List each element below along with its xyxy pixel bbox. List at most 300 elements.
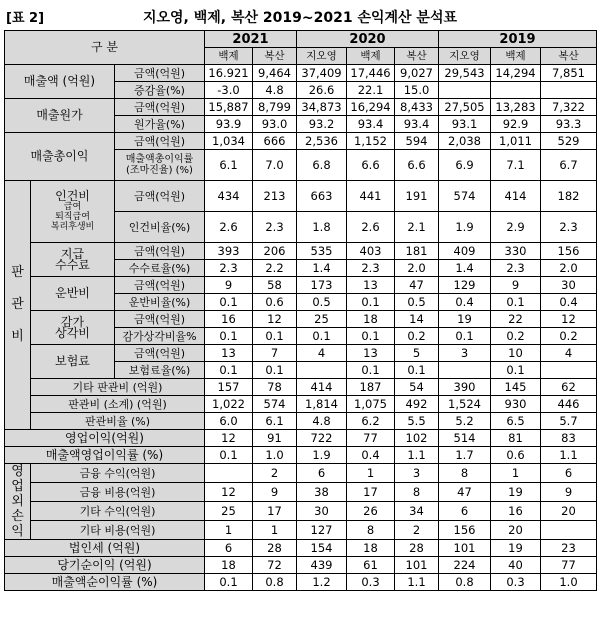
table-row bbox=[5, 521, 597, 540]
value-cell: 6 bbox=[541, 464, 597, 483]
value-cell: 2.9 bbox=[491, 212, 541, 243]
value-cell: 28 bbox=[253, 540, 297, 557]
value-cell: 23 bbox=[541, 540, 597, 557]
group-title: 상각비 bbox=[55, 325, 90, 340]
value-cell: 22.1 bbox=[347, 82, 395, 99]
value-cell: 17 bbox=[253, 502, 297, 521]
value-cell bbox=[491, 82, 541, 99]
metric-label: 금액(억원) bbox=[115, 243, 205, 260]
value-cell: 5 bbox=[395, 345, 439, 362]
group-label-labor bbox=[31, 181, 115, 243]
value-cell: 34 bbox=[395, 502, 439, 521]
row-label: 법인세 (억원) bbox=[5, 540, 205, 557]
company-header: 백제 bbox=[347, 48, 395, 65]
row-label: 금융 수익(억원) bbox=[31, 464, 205, 483]
value-cell: 93.1 bbox=[439, 116, 491, 133]
value-cell: 2 bbox=[395, 521, 439, 540]
value-cell: 2.3 bbox=[491, 260, 541, 277]
value-cell: 1.2 bbox=[297, 574, 347, 591]
value-cell: 17 bbox=[347, 483, 395, 502]
metric-label: 금액(억원) bbox=[115, 181, 205, 212]
value-cell: 1.7 bbox=[439, 447, 491, 464]
value-cell: 15,887 bbox=[205, 99, 253, 116]
value-cell: 93.4 bbox=[347, 116, 395, 133]
value-cell: 0.1 bbox=[297, 328, 347, 345]
value-cell: 0.1 bbox=[347, 328, 395, 345]
table-row bbox=[5, 311, 597, 328]
company-header: 백제 bbox=[491, 48, 541, 65]
value-cell: 19 bbox=[491, 540, 541, 557]
value-cell: 14,294 bbox=[491, 65, 541, 82]
value-cell: 91 bbox=[253, 430, 297, 447]
value-cell: -3.0 bbox=[205, 82, 253, 99]
table-row bbox=[5, 557, 597, 574]
metric-label: 금액(억원) bbox=[115, 277, 205, 294]
value-cell: 2.3 bbox=[205, 260, 253, 277]
value-cell: 414 bbox=[491, 181, 541, 212]
value-cell: 22 bbox=[491, 311, 541, 328]
value-cell: 0.1 bbox=[347, 362, 395, 379]
table-row bbox=[5, 133, 597, 150]
section-char: 외 bbox=[11, 494, 24, 509]
value-cell: 77 bbox=[541, 557, 597, 574]
metric-label: 원가율(%) bbox=[115, 116, 205, 133]
value-cell bbox=[297, 362, 347, 379]
group-label bbox=[31, 277, 115, 311]
value-cell: 37,409 bbox=[297, 65, 347, 82]
table-row bbox=[5, 65, 597, 82]
value-cell: 77 bbox=[347, 430, 395, 447]
value-cell: 18 bbox=[347, 311, 395, 328]
value-cell: 6.6 bbox=[347, 150, 395, 181]
value-cell: 81 bbox=[491, 430, 541, 447]
value-cell: 0.1 bbox=[439, 328, 491, 345]
row-label: 기타 판관비 (억원) bbox=[31, 379, 205, 396]
table-row bbox=[5, 502, 597, 521]
value-cell: 2,038 bbox=[439, 133, 491, 150]
metric-label: 수수료율(%) bbox=[115, 260, 205, 277]
value-cell: 7.0 bbox=[253, 150, 297, 181]
value-cell: 1.4 bbox=[439, 260, 491, 277]
value-cell: 2.2 bbox=[253, 260, 297, 277]
value-cell bbox=[541, 521, 597, 540]
value-cell: 2.6 bbox=[205, 212, 253, 243]
value-cell: 157 bbox=[205, 379, 253, 396]
value-cell: 1.1 bbox=[395, 447, 439, 464]
row-label: 기타 수익(억원) bbox=[31, 502, 205, 521]
value-cell: 13 bbox=[347, 345, 395, 362]
group-title: 수수료 bbox=[55, 257, 90, 272]
value-cell: 2 bbox=[253, 464, 297, 483]
row-label: 기타 비용(억원) bbox=[31, 521, 205, 540]
metric-label-line: (조마진율) (%) bbox=[126, 165, 193, 176]
value-cell: 181 bbox=[395, 243, 439, 260]
value-cell: 529 bbox=[541, 133, 597, 150]
value-cell: 0.1 bbox=[205, 574, 253, 591]
category-label: 매출액 (억원) bbox=[5, 65, 115, 99]
value-cell: 154 bbox=[297, 540, 347, 557]
value-cell: 6.1 bbox=[253, 413, 297, 430]
value-cell: 93.4 bbox=[395, 116, 439, 133]
value-cell: 535 bbox=[297, 243, 347, 260]
value-cell: 574 bbox=[253, 396, 297, 413]
table-row bbox=[5, 464, 597, 483]
value-cell: 514 bbox=[439, 430, 491, 447]
value-cell: 663 bbox=[297, 181, 347, 212]
section-char: 손 bbox=[11, 509, 24, 524]
value-cell: 930 bbox=[491, 396, 541, 413]
value-cell: 18 bbox=[347, 540, 395, 557]
value-cell: 393 bbox=[205, 243, 253, 260]
value-cell: 390 bbox=[439, 379, 491, 396]
value-cell: 1 bbox=[347, 464, 395, 483]
value-cell: 25 bbox=[297, 311, 347, 328]
value-cell: 13 bbox=[347, 277, 395, 294]
value-cell: 8 bbox=[395, 483, 439, 502]
value-cell: 29,543 bbox=[439, 65, 491, 82]
value-cell: 6.6 bbox=[395, 150, 439, 181]
value-cell: 6 bbox=[297, 464, 347, 483]
table-row bbox=[5, 430, 597, 447]
value-cell: 19 bbox=[439, 311, 491, 328]
value-cell: 12 bbox=[541, 311, 597, 328]
metric-label: 금액(억원) bbox=[115, 99, 205, 116]
value-cell: 1.8 bbox=[297, 212, 347, 243]
value-cell: 13 bbox=[205, 345, 253, 362]
value-cell: 191 bbox=[395, 181, 439, 212]
metric-label: 금액(억원) bbox=[115, 311, 205, 328]
value-cell: 54 bbox=[395, 379, 439, 396]
company-header: 지오영 bbox=[297, 48, 347, 65]
value-cell: 6.8 bbox=[297, 150, 347, 181]
value-cell: 2.3 bbox=[541, 212, 597, 243]
value-cell: 12 bbox=[253, 311, 297, 328]
value-cell: 13,283 bbox=[491, 99, 541, 116]
value-cell: 20 bbox=[541, 502, 597, 521]
table-row bbox=[5, 574, 597, 591]
value-cell: 446 bbox=[541, 396, 597, 413]
value-cell: 5.7 bbox=[541, 413, 597, 430]
value-cell: 2.1 bbox=[395, 212, 439, 243]
value-cell: 0.5 bbox=[297, 294, 347, 311]
year-header: 2019 bbox=[439, 31, 597, 48]
metric-label: 증감율(%) bbox=[115, 82, 205, 99]
value-cell: 0.1 bbox=[253, 328, 297, 345]
table-tag: [표 2] bbox=[6, 11, 45, 26]
value-cell: 8 bbox=[347, 521, 395, 540]
value-cell: 414 bbox=[297, 379, 347, 396]
value-cell: 434 bbox=[205, 181, 253, 212]
value-cell: 5.2 bbox=[439, 413, 491, 430]
value-cell: 26.6 bbox=[297, 82, 347, 99]
table-row bbox=[5, 31, 597, 48]
value-cell: 6.1 bbox=[205, 150, 253, 181]
value-cell bbox=[541, 82, 597, 99]
value-cell: 93.2 bbox=[297, 116, 347, 133]
value-cell: 15.0 bbox=[395, 82, 439, 99]
value-cell: 403 bbox=[347, 243, 395, 260]
value-cell: 2.3 bbox=[253, 212, 297, 243]
value-cell: 38 bbox=[297, 483, 347, 502]
value-cell: 1.0 bbox=[541, 574, 597, 591]
value-cell: 10 bbox=[491, 345, 541, 362]
value-cell: 1.4 bbox=[297, 260, 347, 277]
value-cell: 47 bbox=[395, 277, 439, 294]
value-cell: 6.5 bbox=[491, 413, 541, 430]
section-label-nonop bbox=[5, 464, 31, 540]
value-cell: 4 bbox=[297, 345, 347, 362]
value-cell: 1,075 bbox=[347, 396, 395, 413]
value-cell: 156 bbox=[541, 243, 597, 260]
group-label bbox=[31, 345, 115, 379]
row-label: 매출액영업이익률 (%) bbox=[5, 447, 205, 464]
table-row bbox=[5, 243, 597, 260]
value-cell: 2.6 bbox=[347, 212, 395, 243]
value-cell: 6.7 bbox=[541, 150, 597, 181]
category-label: 매출원가 bbox=[5, 99, 115, 133]
row-label: 판관비율 (%) bbox=[31, 413, 205, 430]
value-cell: 4.8 bbox=[297, 413, 347, 430]
value-cell bbox=[205, 464, 253, 483]
value-cell: 19 bbox=[491, 483, 541, 502]
value-cell: 8,799 bbox=[253, 99, 297, 116]
value-cell: 1 bbox=[205, 521, 253, 540]
row-label: 매출액순이익률 (%) bbox=[5, 574, 205, 591]
value-cell: 594 bbox=[395, 133, 439, 150]
value-cell: 9 bbox=[541, 483, 597, 502]
value-cell bbox=[541, 362, 597, 379]
value-cell: 0.1 bbox=[205, 447, 253, 464]
value-cell: 1.0 bbox=[253, 447, 297, 464]
value-cell: 8,433 bbox=[395, 99, 439, 116]
value-cell: 1,034 bbox=[205, 133, 253, 150]
value-cell: 101 bbox=[395, 557, 439, 574]
value-cell: 439 bbox=[297, 557, 347, 574]
value-cell: 127 bbox=[297, 521, 347, 540]
group-label bbox=[31, 243, 115, 277]
value-cell bbox=[439, 362, 491, 379]
section-char: 익 bbox=[11, 524, 24, 539]
value-cell: 0.3 bbox=[491, 574, 541, 591]
table-row bbox=[5, 447, 597, 464]
value-cell: 61 bbox=[347, 557, 395, 574]
value-cell: 5.5 bbox=[395, 413, 439, 430]
value-cell: 20 bbox=[491, 521, 541, 540]
value-cell: 0.4 bbox=[347, 447, 395, 464]
value-cell: 16.921 bbox=[205, 65, 253, 82]
value-cell: 62 bbox=[541, 379, 597, 396]
value-cell: 0.4 bbox=[439, 294, 491, 311]
table-row bbox=[5, 99, 597, 116]
value-cell: 16 bbox=[205, 311, 253, 328]
metric-label: 금액(억원) bbox=[115, 133, 205, 150]
value-cell: 1,022 bbox=[205, 396, 253, 413]
table-row bbox=[5, 345, 597, 362]
value-cell: 145 bbox=[491, 379, 541, 396]
row-label: 판관비 (소계) (억원) bbox=[31, 396, 205, 413]
value-cell: 1,011 bbox=[491, 133, 541, 150]
value-cell: 16 bbox=[491, 502, 541, 521]
value-cell: 102 bbox=[395, 430, 439, 447]
value-cell: 0.1 bbox=[205, 294, 253, 311]
table-row bbox=[5, 483, 597, 502]
value-cell: 1,524 bbox=[439, 396, 491, 413]
group-note: 복리후생비 bbox=[50, 222, 95, 232]
value-cell: 17,446 bbox=[347, 65, 395, 82]
value-cell: 12 bbox=[205, 483, 253, 502]
value-cell: 6.9 bbox=[439, 150, 491, 181]
value-cell: 26 bbox=[347, 502, 395, 521]
value-cell: 83 bbox=[541, 430, 597, 447]
section-char: 관 bbox=[11, 297, 24, 312]
value-cell: 6 bbox=[205, 540, 253, 557]
value-cell: 0.2 bbox=[395, 328, 439, 345]
value-cell: 0.5 bbox=[395, 294, 439, 311]
value-cell: 0.1 bbox=[347, 294, 395, 311]
value-cell: 30 bbox=[541, 277, 597, 294]
value-cell: 2,536 bbox=[297, 133, 347, 150]
value-cell: 0.6 bbox=[253, 294, 297, 311]
company-header: 복산 bbox=[395, 48, 439, 65]
value-cell: 93.9 bbox=[205, 116, 253, 133]
value-cell: 9 bbox=[205, 277, 253, 294]
value-cell: 6.0 bbox=[205, 413, 253, 430]
value-cell: 0.2 bbox=[541, 328, 597, 345]
table-row bbox=[5, 277, 597, 294]
metric-label: 감가상각비율% bbox=[115, 328, 205, 345]
value-cell: 9 bbox=[491, 277, 541, 294]
value-cell: 0.8 bbox=[253, 574, 297, 591]
value-cell: 1.1 bbox=[395, 574, 439, 591]
metric-label: 보험료율(%) bbox=[115, 362, 205, 379]
value-cell: 0.3 bbox=[347, 574, 395, 591]
company-header: 지오영 bbox=[439, 48, 491, 65]
value-cell: 8 bbox=[439, 464, 491, 483]
value-cell: 6.2 bbox=[347, 413, 395, 430]
group-title: 지급 bbox=[60, 246, 85, 261]
income-statement-table bbox=[4, 30, 597, 591]
group-note: 퇴직급여 bbox=[55, 212, 90, 222]
value-cell: 666 bbox=[253, 133, 297, 150]
company-header: 백제 bbox=[205, 48, 253, 65]
value-cell: 409 bbox=[439, 243, 491, 260]
value-cell: 206 bbox=[253, 243, 297, 260]
value-cell: 47 bbox=[439, 483, 491, 502]
value-cell: 7,851 bbox=[541, 65, 597, 82]
group-title: 운반비 bbox=[55, 286, 90, 300]
value-cell: 1 bbox=[491, 464, 541, 483]
value-cell: 0.1 bbox=[491, 294, 541, 311]
value-cell: 92.9 bbox=[491, 116, 541, 133]
category-label: 매출총이익 bbox=[5, 133, 115, 181]
group-title: 인건비 bbox=[55, 189, 90, 203]
value-cell: 0.2 bbox=[491, 328, 541, 345]
value-cell bbox=[439, 82, 491, 99]
section-char: 비 bbox=[11, 329, 24, 344]
value-cell: 34,873 bbox=[297, 99, 347, 116]
group-title: 감가 bbox=[60, 314, 85, 329]
value-cell: 1 bbox=[253, 521, 297, 540]
metric-label: 인건비율(%) bbox=[115, 212, 205, 243]
value-cell: 574 bbox=[439, 181, 491, 212]
value-cell: 1.1 bbox=[541, 447, 597, 464]
row-label: 영업이익(억원) bbox=[5, 430, 205, 447]
value-cell: 1,814 bbox=[297, 396, 347, 413]
row-label: 금융 비용(억원) bbox=[31, 483, 205, 502]
value-cell: 7.1 bbox=[491, 150, 541, 181]
value-cell: 40 bbox=[491, 557, 541, 574]
row-label: 당기순이익 (억원) bbox=[5, 557, 205, 574]
metric-label-line: 매출액총이익률 bbox=[125, 154, 194, 165]
value-cell: 4.8 bbox=[253, 82, 297, 99]
value-cell: 2.0 bbox=[395, 260, 439, 277]
table-row bbox=[5, 396, 597, 413]
value-cell: 173 bbox=[297, 277, 347, 294]
value-cell: 0.1 bbox=[395, 362, 439, 379]
value-cell: 18 bbox=[205, 557, 253, 574]
metric-label: 금액(억원) bbox=[115, 345, 205, 362]
metric-label bbox=[115, 150, 205, 181]
value-cell: 25 bbox=[205, 502, 253, 521]
value-cell: 1.9 bbox=[439, 212, 491, 243]
value-cell: 0.1 bbox=[253, 362, 297, 379]
table-row bbox=[5, 540, 597, 557]
value-cell: 14 bbox=[395, 311, 439, 328]
value-cell: 0.1 bbox=[205, 362, 253, 379]
group-note: 급여 bbox=[63, 202, 82, 212]
table-row bbox=[5, 413, 597, 430]
metric-label: 운반비율(%) bbox=[115, 294, 205, 311]
value-cell: 441 bbox=[347, 181, 395, 212]
group-title: 보험료 bbox=[55, 354, 90, 368]
header-gubun: 구 분 bbox=[5, 31, 205, 65]
value-cell: 156 bbox=[439, 521, 491, 540]
value-cell: 1,152 bbox=[347, 133, 395, 150]
value-cell: 4 bbox=[541, 345, 597, 362]
value-cell: 93.3 bbox=[541, 116, 597, 133]
value-cell: 7,322 bbox=[541, 99, 597, 116]
value-cell: 129 bbox=[439, 277, 491, 294]
value-cell: 93.0 bbox=[253, 116, 297, 133]
value-cell: 58 bbox=[253, 277, 297, 294]
value-cell: 27,505 bbox=[439, 99, 491, 116]
value-cell: 78 bbox=[253, 379, 297, 396]
value-cell: 6 bbox=[439, 502, 491, 521]
value-cell: 9 bbox=[253, 483, 297, 502]
value-cell: 9,027 bbox=[395, 65, 439, 82]
group-label bbox=[31, 311, 115, 345]
metric-label: 금액(억원) bbox=[115, 65, 205, 82]
year-header: 2021 bbox=[205, 31, 297, 48]
value-cell: 30 bbox=[297, 502, 347, 521]
year-header: 2020 bbox=[297, 31, 439, 48]
value-cell: 3 bbox=[395, 464, 439, 483]
table-row bbox=[5, 181, 597, 212]
value-cell: 0.1 bbox=[205, 328, 253, 345]
value-cell: 16,294 bbox=[347, 99, 395, 116]
section-char: 판 bbox=[11, 265, 24, 280]
section-char: 업 bbox=[11, 479, 24, 494]
section-char: 영 bbox=[11, 464, 24, 479]
value-cell: 101 bbox=[439, 540, 491, 557]
table-row bbox=[5, 379, 597, 396]
value-cell: 224 bbox=[439, 557, 491, 574]
table-caption bbox=[4, 4, 596, 28]
value-cell: 7 bbox=[253, 345, 297, 362]
table-title: 지오영, 백제, 복산 2019~2021 손익계산 분석표 bbox=[142, 10, 457, 26]
value-cell: 182 bbox=[541, 181, 597, 212]
value-cell: 213 bbox=[253, 181, 297, 212]
